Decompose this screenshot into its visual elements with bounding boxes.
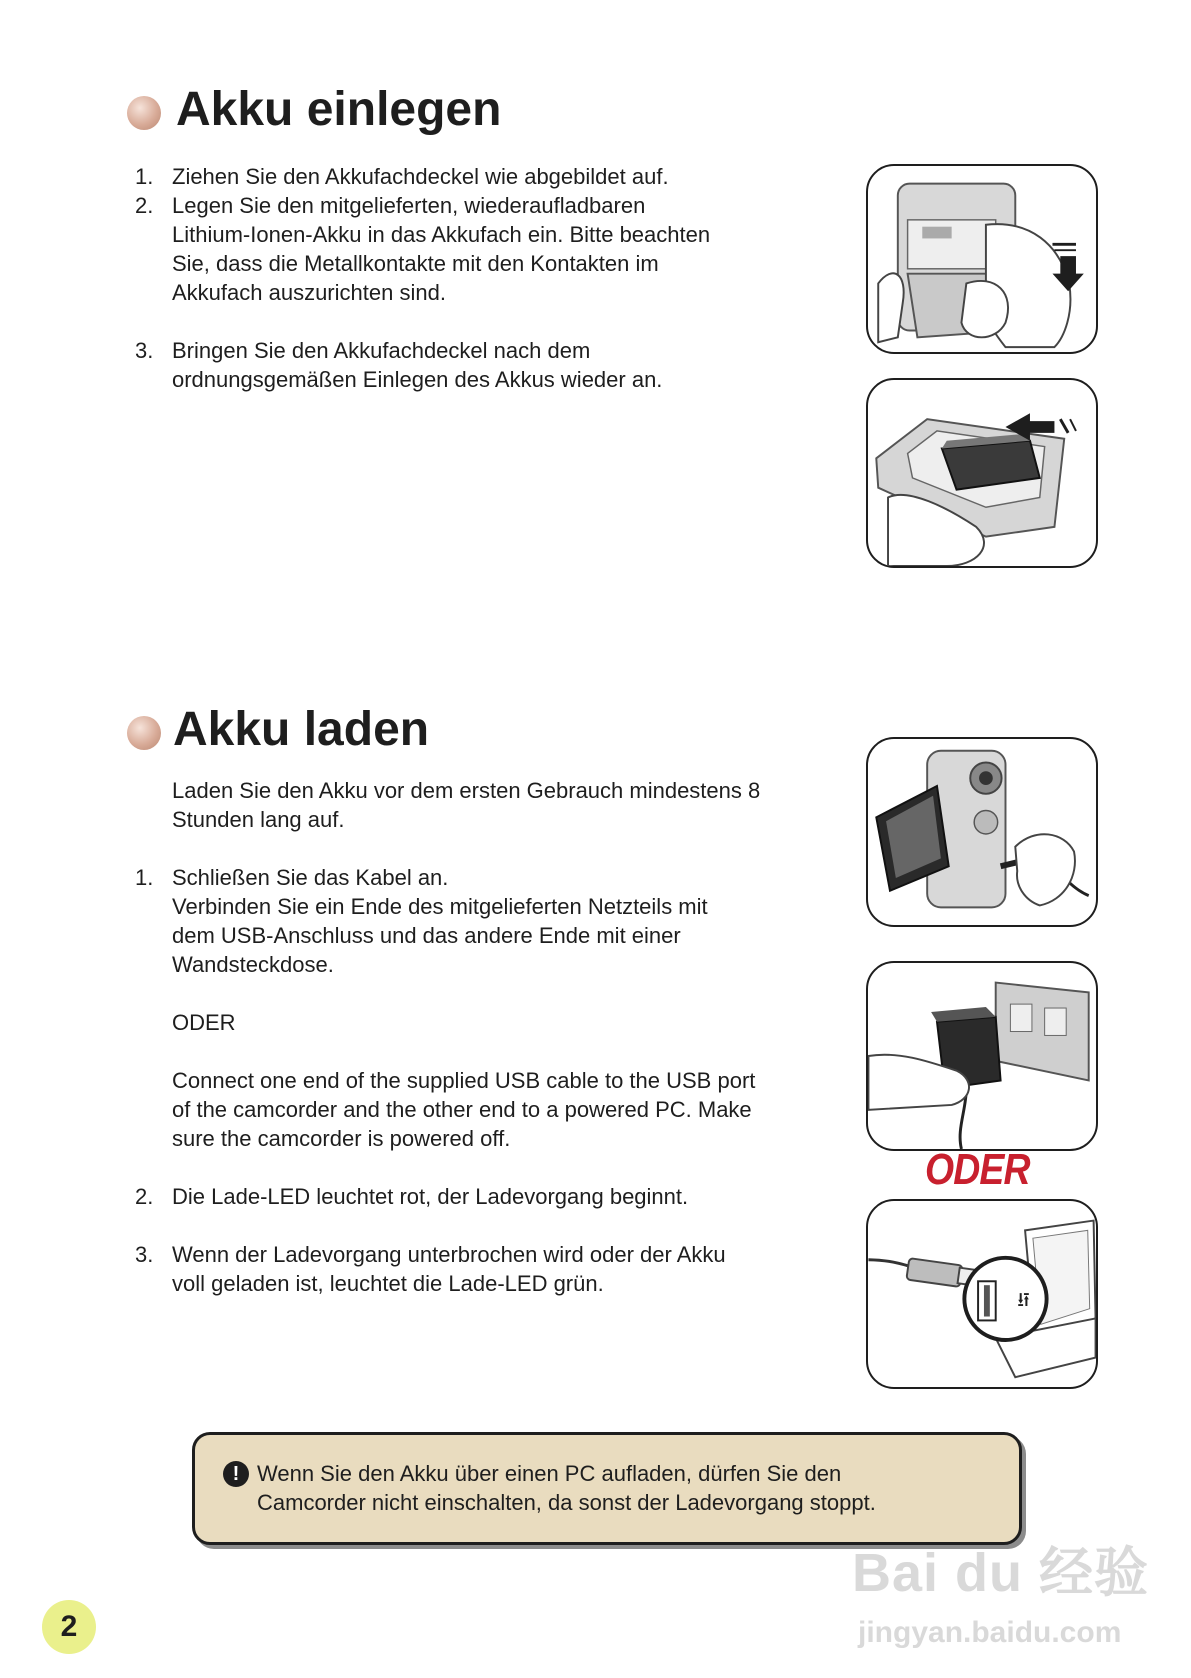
step-number: 2. (135, 193, 154, 218)
intro-line: Stunden lang auf. (172, 807, 345, 832)
section2-steps (135, 776, 825, 1298)
step-number: 1. (135, 865, 154, 890)
step-text: sure the camcorder is powered off. (172, 1126, 511, 1151)
section-title-akku-laden: Akku laden (173, 703, 430, 756)
section-bullet-icon (127, 96, 161, 130)
figure-connect-cable (866, 737, 1098, 927)
step-text: Lithium-Ionen-Akku in das Akkufach ein. Bitte beachten (172, 222, 711, 247)
step-1 (135, 162, 825, 191)
open-cover-illustration (868, 166, 1096, 352)
intro-line: Laden Sie den Akku vor dem ersten Gebrauch mindestens 8 (172, 778, 761, 803)
figure-insert-battery (866, 378, 1098, 568)
watermark-brand: Bai du 经验 (852, 1543, 1150, 1603)
step-heading: Schließen Sie das Kabel an. (172, 865, 449, 890)
step-2 (135, 1182, 825, 1211)
step-text: Ziehen Sie den Akkufachdeckel wie abgebildet auf. (172, 164, 669, 189)
warning-note-text (257, 1459, 997, 1517)
oder-figure-label: ODER (925, 1145, 1030, 1194)
svg-text:⭿: ⭿ (1017, 1288, 1030, 1312)
baidu-watermark (848, 1540, 1168, 1660)
step-text: Sie, dass die Metallkontakte mit den Kontakten im (172, 251, 659, 276)
warning-note (192, 1432, 1022, 1545)
step-number: 1. (135, 164, 154, 189)
wall-adapter-illustration (868, 963, 1096, 1149)
step-text: Akkufach auszurichten sind. (172, 280, 446, 305)
section1-steps (135, 162, 825, 394)
step-text: Wenn der Ladevorgang unterbrochen wird oder der Akku (172, 1242, 726, 1267)
camcorder-cable-illustration (868, 739, 1096, 925)
note-line: Wenn Sie den Akku über einen PC aufladen, dürfen Sie den (257, 1461, 842, 1486)
step-number: 2. (135, 1184, 154, 1209)
step-text: Wandsteckdose. (172, 952, 334, 977)
step-3 (135, 1240, 825, 1298)
step-text: ordnungsgemäßen Einlegen des Akkus wieder an. (172, 367, 663, 392)
figure-open-battery-cover (866, 164, 1098, 354)
section-title-akku-einlegen: Akku einlegen (176, 83, 502, 136)
figure-usb-pc (866, 1199, 1098, 1389)
step-text: Connect one end of the supplied USB cable to the USB port (172, 1068, 756, 1093)
note-line: Camcorder nicht einschalten, da sonst der Ladevorgang stoppt. (257, 1490, 876, 1515)
step-text: dem USB-Anschluss und das andere Ende mit einer (172, 923, 681, 948)
step-text: Legen Sie den mitgelieferten, wiederaufladbaren (172, 193, 646, 218)
intro-text (135, 776, 825, 834)
step-text: voll geladen ist, leuchtet die Lade-LED grün. (172, 1271, 604, 1296)
figure-wall-adapter (866, 961, 1098, 1151)
step-3 (135, 336, 825, 394)
watermark-url: jingyan.baidu.com (858, 1616, 1122, 1649)
usb-pc-illustration (868, 1201, 1096, 1387)
step-2 (135, 191, 825, 307)
step-text: Bringen Sie den Akkufachdeckel nach dem (172, 338, 591, 363)
page-number: 2 (42, 1600, 96, 1654)
step-number: 3. (135, 338, 154, 363)
exclamation-icon: ! (223, 1461, 249, 1487)
step-text: Verbinden Sie ein Ende des mitgelieferten Netzteils mit (172, 894, 708, 919)
oder-text: ODER (172, 1010, 236, 1035)
step-text: Die Lade-LED leuchtet rot, der Ladevorgang beginnt. (172, 1184, 689, 1209)
insert-battery-illustration (868, 380, 1096, 566)
step-number: 3. (135, 1242, 154, 1267)
step-1 (135, 863, 825, 1153)
section-bullet-icon (127, 716, 161, 750)
step-text: of the camcorder and the other end to a powered PC. Make (172, 1097, 752, 1122)
